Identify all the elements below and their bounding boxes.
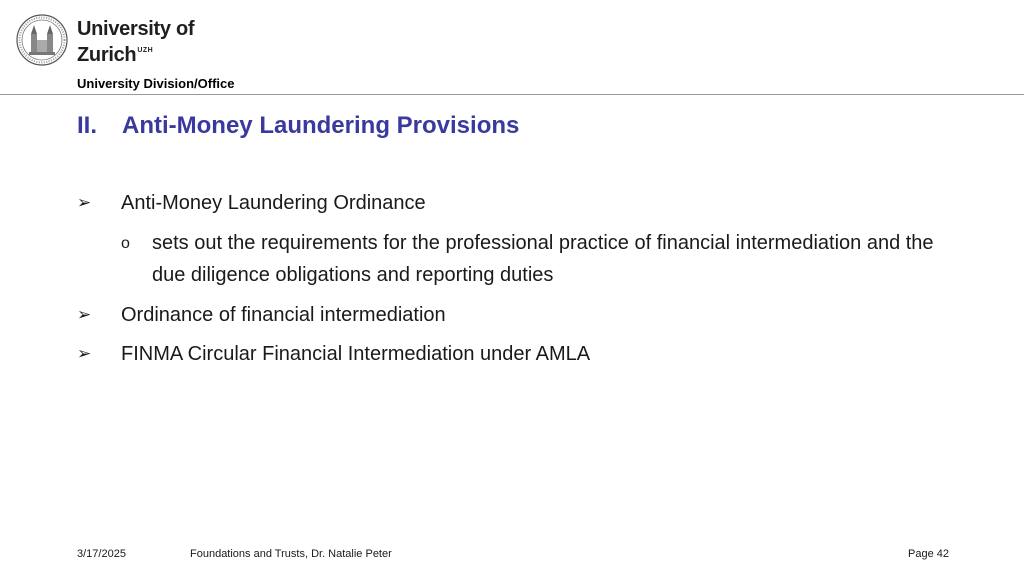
- brand-line-1: University of: [77, 18, 195, 40]
- title-number: II.: [77, 112, 98, 139]
- brand-superscript: UZH: [137, 47, 154, 54]
- arrow-bullet-icon: ➢: [77, 193, 92, 212]
- university-wordmark: [77, 19, 194, 66]
- footer-page-number: Page 42: [908, 548, 949, 560]
- arrow-bullet-icon: ➢: [77, 344, 92, 363]
- bullet-text: Anti-Money Laundering Ordinance: [121, 192, 426, 214]
- brand-line-2-text: Zurich: [77, 44, 137, 66]
- slide-title: [77, 112, 519, 140]
- bullet-item: [0, 338, 1024, 370]
- slide-header: [0, 0, 1024, 95]
- title-text: Anti-Money Laundering Provisions: [122, 112, 520, 139]
- sub-bullet-item: [0, 227, 1024, 293]
- university-seal-logo: [16, 14, 68, 66]
- sub-bullet-text: sets out the requirements for the professional practice of financial intermediation and the due diligence obligations and reporting duties: [152, 232, 934, 286]
- footer-date: 3/17/2025: [77, 548, 126, 560]
- footer-course: Foundations and Trusts, Dr. Natalie Peter: [190, 548, 392, 560]
- header-divider: [0, 94, 1024, 95]
- bullet-item: [0, 187, 1024, 219]
- bullet-item: [0, 299, 1024, 331]
- bullet-text: FINMA Circular Financial Intermediation under AMLA: [121, 343, 591, 365]
- division-label: University Division/Office: [77, 76, 235, 91]
- brand-line-2: [77, 40, 194, 66]
- arrow-bullet-icon: ➢: [77, 305, 92, 324]
- circle-bullet-icon: o: [121, 235, 130, 252]
- bullet-text: Ordinance of financial intermediation: [121, 304, 446, 326]
